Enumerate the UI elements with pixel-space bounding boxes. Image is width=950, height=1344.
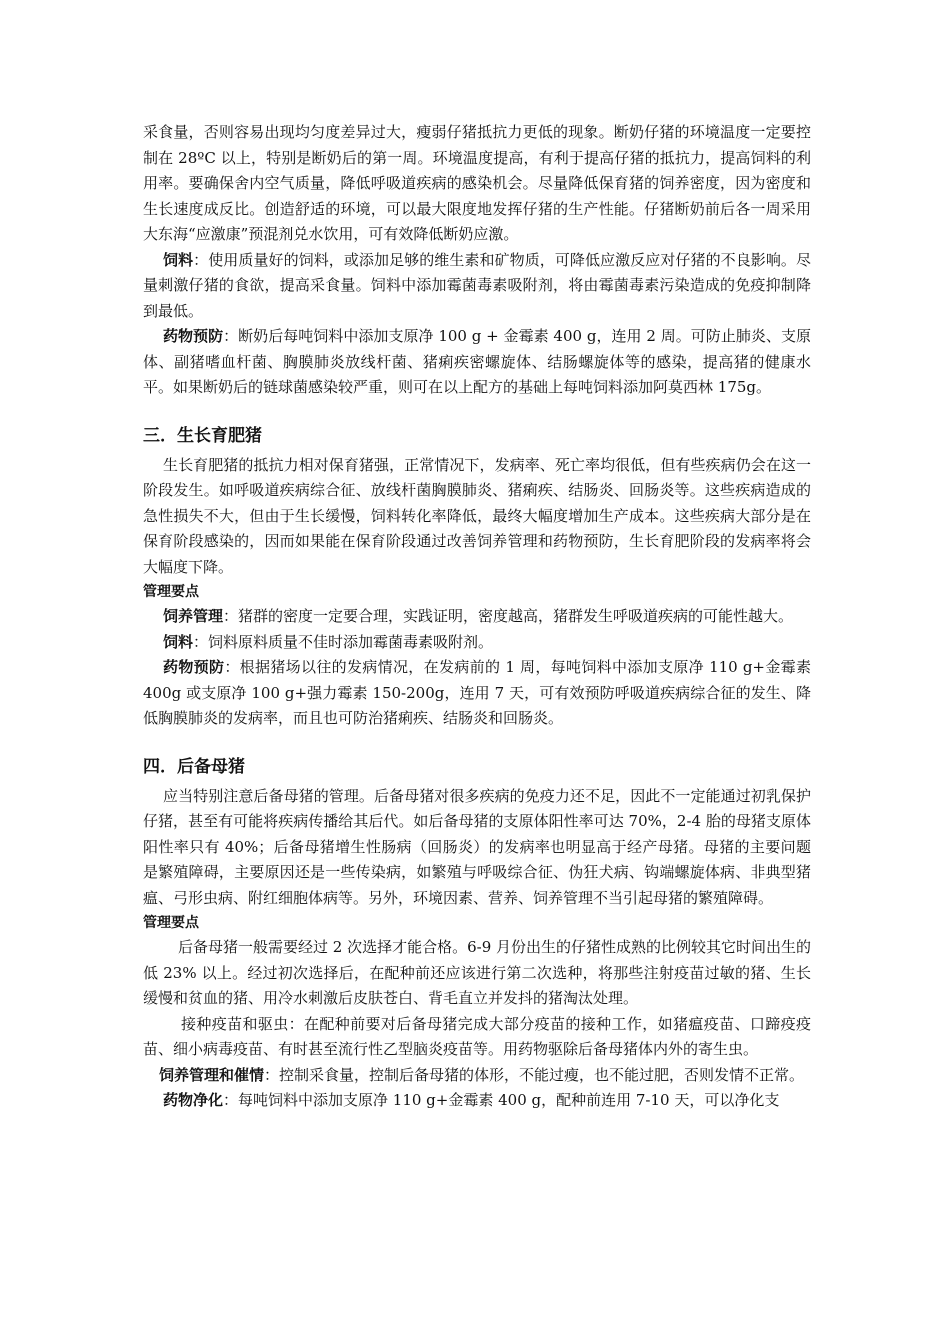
- text-drug-prevention: ：根据猪场以往的发病情况，在发病前的 1 周，每吨饲料中添加支原净 110 g+金霉素 400g 或支原净 100 g+强力霉素 150-200g，连用 7 天，可有效预防呼吸道疾病综合征的发生、降低胸膜肺炎的发病率，而且也可防治猪痢疾、结肠炎和回肠炎。: [143, 658, 811, 727]
- label-husbandry: 饲养管理: [163, 607, 224, 625]
- text-feed: ：饲料原料质量不佳时添加霉菌毒素吸附剂。: [193, 632, 494, 651]
- document-body: [143, 120, 811, 1114]
- paragraph-gilts-intro: 应当特别注意后备母猪的管理。后备母猪对很多疾病的免疫力还不足，因此不一定能通过初乳保护仔猪，甚至有可能将疾病传播给其后代。如后备母猪的支原体阳性率可达 70%，2-4 胎的母猪支原体阳性率只有 40%；后备母猪增生性肠病（回肠炎）的发病率也明显高于经产母猪。母猪的主要问题是繁殖障碍，主要原因还是一些传染病，如繁殖与呼吸综合征、伪狂犬病、钩端螺旋体病、非典型猪瘟、弓形虫病、附红细胞体病等。另外，环境因素、营养、饲养管理不当引起母猪的繁殖障碍。: [143, 786, 811, 907]
- paragraph-gilt-husbandry-estrus: [143, 1063, 811, 1089]
- text-husbandry-estrus: ：控制采食量，控制后备母猪的体形，不能过瘦，也不能过肥，否则发情不正常。: [264, 1065, 805, 1084]
- paragraph-nursery-feed: [143, 248, 811, 325]
- label-drug-purification: 药物净化: [163, 1091, 224, 1109]
- paragraph-growing-intro: 生长育肥猪的抵抗力相对保育猪强，正常情况下，发病率、死亡率均很低，但有些疾病仍会在这一阶段发生。如呼吸道疾病综合征、放线杆菌胸膜肺炎、猪痢疾、结肠炎、回肠炎等。这些疾病造成的急性损失不大，但由于生长缓慢，饲料转化率降低，最终大幅度增加生产成本。这些疾病大部分是在保育阶段感染的，因而如果能在保育阶段通过改善饲养管理和药物预防，生长育肥阶段的发病率将会大幅度下降。: [143, 455, 811, 576]
- paragraph-nursery-environment: 采食量，否则容易出现均匀度差异过大，瘦弱仔猪抵抗力更低的现象。断奶仔猪的环境温度一定要控制在 28ºC 以上，特别是断奶后的第一周。环境温度提高，有利于提高仔猪的抵抗力，提高饲料的利用率。要确保舍内空气质量，降低呼吸道疾病的感染机会。尽量降低保育猪的饲养密度，因为密度和生长速度成反比。创造舒适的环境，可以最大限度地发挥仔猪的生产性能。仔猪断奶前后各一周采用大东海“应激康”预混剂兑水饮用，可有效降低断奶应激。: [143, 123, 811, 243]
- paragraph-drug-purification: [143, 1088, 811, 1114]
- text-husbandry: ：猪群的密度一定要合理，实践证明，密度越高，猪群发生呼吸道疾病的可能性越大。: [223, 607, 794, 625]
- text-feed: ：使用质量好的饲料，或添加足够的维生素和矿物质，可降低应激反应对仔猪的不良影响。尽量刺激仔猪的食欲，提高采食量。饲料中添加霉菌毒素吸附剂，将由霉菌毒素污染造成的免疫抑制降到最低。: [143, 250, 811, 320]
- label-drug-prevention: 药物预防: [163, 327, 224, 345]
- paragraph-gilt-selection: 后备母猪一般需要经过 2 次选择才能合格。6-9 月份出生的仔猪性成熟的比例较其它时间出生的低 23% 以上。经过初次选择后，在配种前还应该进行第二次选种，将那些注射疫苗过敏的猪、生长缓慢和贫血的猪、用冷水刺激后皮肤苍白、背毛直立并发抖的猪淘汰处理。: [143, 938, 812, 1007]
- label-feed: 饲料: [163, 632, 194, 651]
- paragraph-growing-feed: [143, 630, 811, 656]
- section-heading-growing-finishing: 三．生长育肥猪: [143, 425, 262, 446]
- paragraph-growing-drug-prevention: [143, 655, 811, 732]
- label-feed: 饲料: [163, 250, 194, 269]
- text-drug-purification: ：每吨饲料中添加支原净 110 g+金霉素 400 g，配种前连用 7-10 天，可以净化支: [223, 1091, 780, 1109]
- text-drug-prevention: ：断奶后每吨饲料中添加支原净 100 g + 金霉素 400 g，连用 2 周。可防止肺炎、支原体、副猪嗜血杆菌、胸膜肺炎放线杆菌、猪痢疾密螺旋体、结肠螺旋体等的感染，提高猪的健康水平。如果断奶后的链球菌感染较严重，则可在以上配方的基础上每吨饲料添加阿莫西林 175g。: [143, 327, 811, 396]
- subheading-management-points: 管理要点: [143, 584, 199, 600]
- subheading-management-points: 管理要点: [143, 915, 199, 931]
- paragraph-growing-husbandry: [143, 604, 811, 630]
- paragraph-vaccination-deworming: 接种疫苗和驱虫：在配种前要对后备母猪完成大部分疫苗的接种工作，如猪瘟疫苗、口蹄疫疫苗、细小病毒疫苗、有时甚至流行性乙型脑炎疫苗等。用药物驱除后备母猪体内外的寄生虫。: [143, 1014, 811, 1058]
- label-drug-prevention: 药物预防: [163, 658, 225, 676]
- label-husbandry-estrus: 饲养管理和催情: [159, 1065, 265, 1084]
- paragraph-nursery-drug-prevention: [143, 324, 811, 401]
- section-heading-gilts: 四．后备母猪: [143, 756, 245, 777]
